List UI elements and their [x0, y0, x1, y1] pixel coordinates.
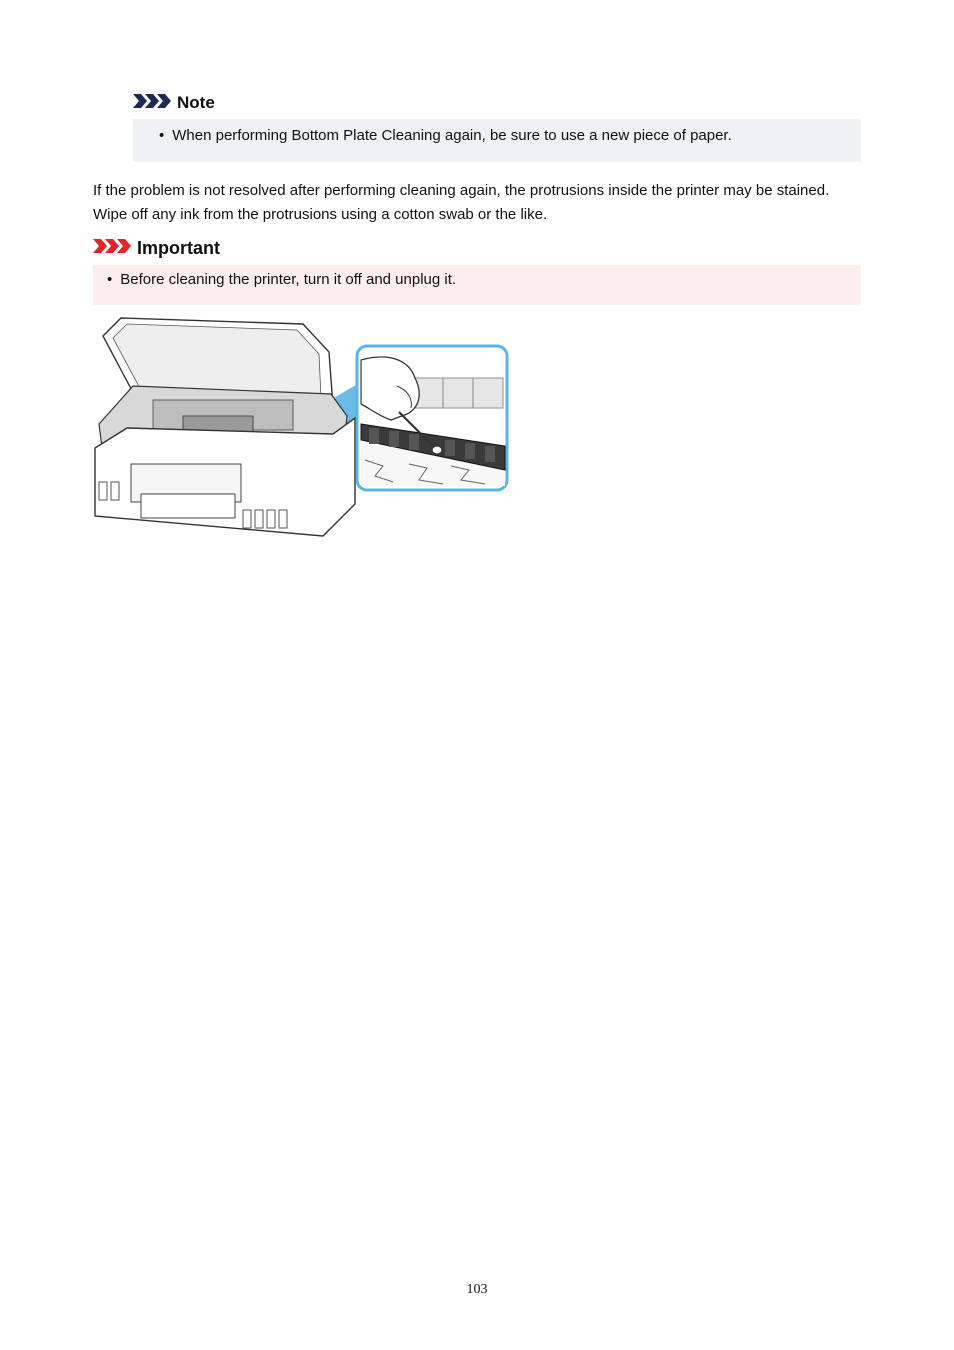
- body-paragraph: If the problem is not resolved after performing cleaning again, the protrusions inside the printer may be stained. Wipe off any ink from the protrusions using a cotton swab or the like.: [93, 182, 830, 223]
- note-header: [133, 92, 215, 114]
- note-chevrons-icon: [133, 93, 173, 114]
- important-title: Important: [137, 237, 220, 258]
- printer-cleaning-figure: [93, 316, 509, 538]
- note-list-item: [159, 127, 732, 145]
- important-chevrons-icon: [93, 238, 133, 259]
- bullet: •: [159, 127, 165, 144]
- bullet: •: [107, 271, 113, 288]
- printer-cleaning-illustration: [93, 316, 509, 538]
- important-box: [93, 265, 861, 305]
- note-item-text: When performing Bottom Plate Cleaning again, be sure to use a new piece of paper.: [172, 127, 732, 144]
- page-number: 103: [466, 1282, 488, 1297]
- important-list-item: [107, 271, 456, 289]
- note-box: [133, 119, 861, 162]
- important-item-text: Before cleaning the printer, turn it off and unplug it.: [120, 271, 457, 288]
- important-header: [93, 237, 220, 259]
- note-title: Note: [177, 93, 215, 112]
